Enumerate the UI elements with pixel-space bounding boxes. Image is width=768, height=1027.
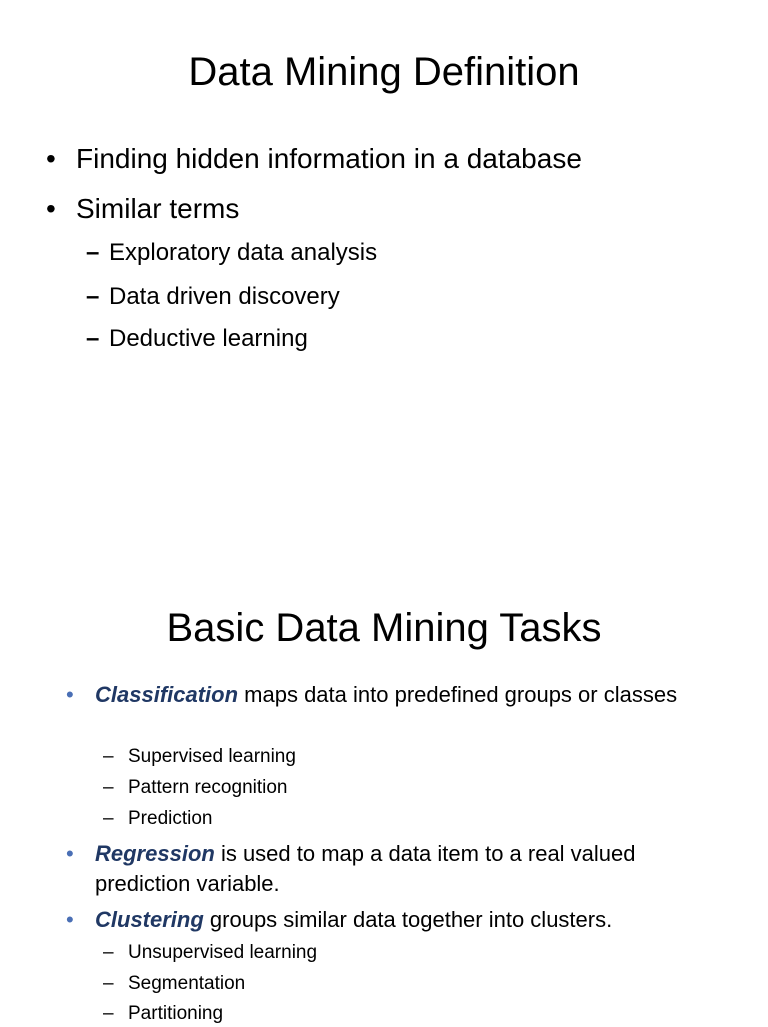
bullet-item <box>46 192 239 226</box>
sub-bullet-text: Prediction <box>128 808 213 829</box>
dash-icon: – <box>103 777 114 798</box>
task-item-regression <box>66 839 726 899</box>
dash-icon: – <box>103 1003 114 1024</box>
bullet-dot-icon: • <box>46 143 56 174</box>
sub-bullet-item <box>103 744 296 770</box>
bullet-item <box>46 142 582 176</box>
dash-icon: – <box>103 808 114 829</box>
sub-bullet-item <box>103 971 245 997</box>
sub-bullet-text: Segmentation <box>128 973 246 994</box>
dash-icon: – <box>103 746 114 767</box>
slide-title: Basic Data Mining Tasks <box>166 606 602 650</box>
bullet-text: Similar terms <box>76 193 240 224</box>
sub-bullet-item <box>103 775 288 801</box>
dash-icon: – <box>86 325 100 352</box>
sub-bullet-text: Deductive learning <box>109 325 308 352</box>
dash-icon: – <box>103 942 114 963</box>
bullet-dot-icon: • <box>66 907 74 932</box>
sub-bullet-text: Pattern recognition <box>128 777 288 798</box>
bullet-text: Finding hidden information in a database <box>76 143 582 174</box>
dash-icon: – <box>86 283 100 310</box>
slide-title: Data Mining Definition <box>188 50 580 94</box>
bullet-dot-icon: • <box>66 682 74 707</box>
task-item-classification <box>66 680 726 710</box>
task-description: groups similar data together into clusters. <box>203 907 613 932</box>
bullet-dot-icon: • <box>46 193 56 224</box>
task-term: Classification <box>95 682 239 707</box>
sub-bullet-text: Data driven discovery <box>109 283 340 310</box>
sub-bullet-text: Exploratory data analysis <box>109 239 378 266</box>
bullet-dot-icon: • <box>66 841 74 866</box>
dash-icon: – <box>103 973 114 994</box>
sub-bullet-item <box>103 1001 223 1027</box>
task-description: is used to map a data item to a real valued prediction variable. <box>95 841 636 896</box>
task-description: maps data into predefined groups or classes <box>238 682 678 707</box>
sub-bullet-item <box>86 324 308 354</box>
sub-bullet-item <box>86 282 340 312</box>
task-item-clustering <box>66 905 726 935</box>
sub-bullet-text: Partitioning <box>128 1003 224 1024</box>
task-term: Regression <box>95 841 215 866</box>
slide-data-mining-definition <box>0 0 768 512</box>
dash-icon: – <box>86 239 100 266</box>
sub-bullet-text: Supervised learning <box>128 746 296 767</box>
sub-bullet-item <box>103 806 213 832</box>
task-term: Clustering <box>95 907 204 932</box>
sub-bullet-item <box>86 238 377 268</box>
sub-bullet-text: Unsupervised learning <box>128 942 318 963</box>
slide-basic-data-mining-tasks <box>0 512 768 1024</box>
sub-bullet-item <box>103 940 317 966</box>
